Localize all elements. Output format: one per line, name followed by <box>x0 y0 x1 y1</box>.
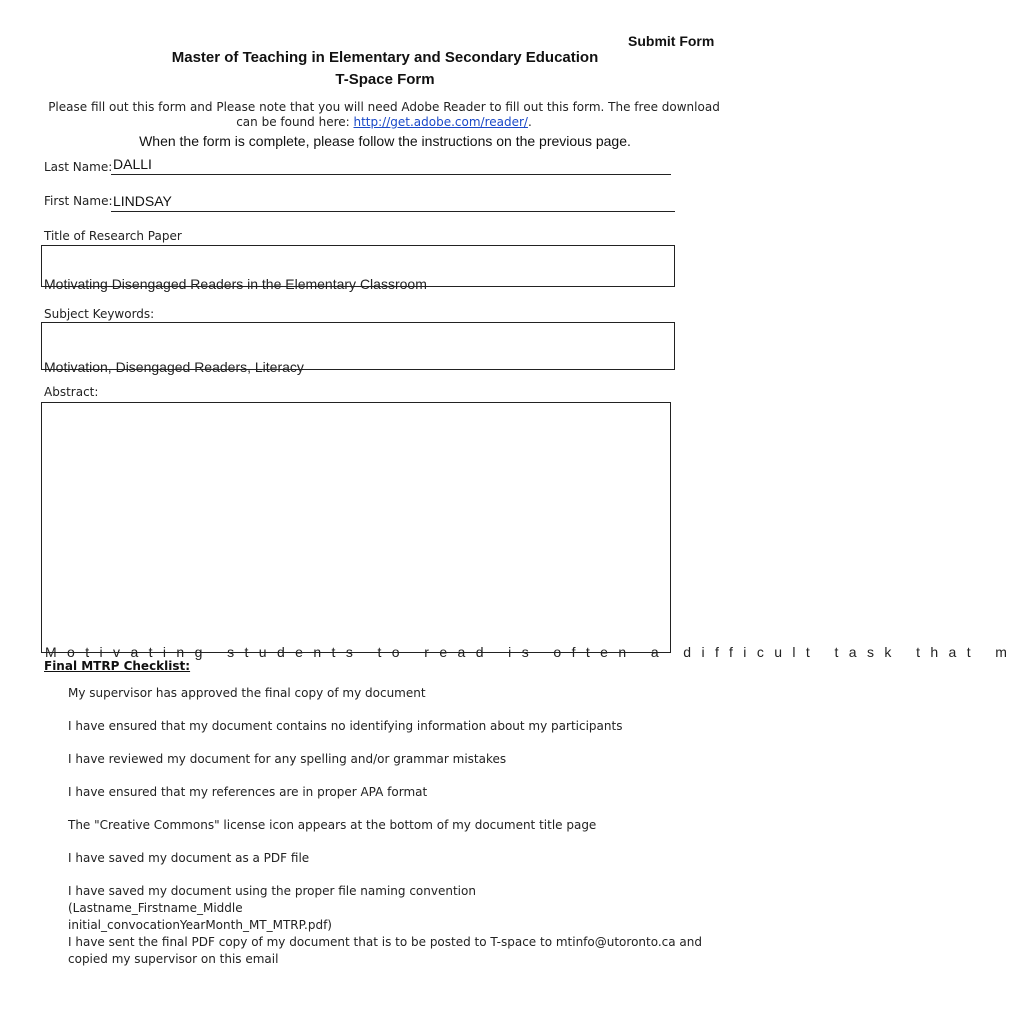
keywords-value: Motivation, Disengaged Readers, Literacy <box>44 359 304 375</box>
checklist-item: I have saved my document as a PDF file <box>68 851 310 865</box>
checklist-item: I have saved my document using the proper file naming convention (Lastname_Firstname_Middle initial_convocationYearMonth_MT_MTRP.pdf) <box>68 884 476 932</box>
checklist-title: Final MTRP Checklist: <box>44 659 191 673</box>
first-name-label: First Name: <box>44 194 113 208</box>
title-field[interactable] <box>41 245 675 292</box>
submit-form-button[interactable]: Submit Form <box>628 33 715 49</box>
title-label: Title of Research Paper <box>44 229 182 243</box>
form-subtitle: T-Space Form <box>335 71 435 88</box>
checklist-item: I have sent the final PDF copy of my document that is to be posted to T-space to mtinfo@utoronto.ca and copied my supervisor on this email <box>68 935 703 966</box>
checklist-item: I have ensured that my document contains no identifying information about my participants <box>68 719 623 733</box>
checklist-item: The "Creative Commons" license icon appears at the bottom of my document title page <box>68 818 597 832</box>
abstract-value: Motivating students to read is often a difficult task that m <box>45 644 1017 660</box>
title-value: Motivating Disengaged Readers in the Elementary Classroom <box>44 276 427 292</box>
keywords-field[interactable] <box>41 322 675 375</box>
keywords-label: Subject Keywords: <box>44 307 155 321</box>
completion-instruction: When the form is complete, please follow the instructions on the previous page. <box>139 133 631 149</box>
adobe-reader-link[interactable]: http://get.adobe.com/reader/ <box>353 115 528 129</box>
intro-text: Please fill out this form and Please note that you will need Adobe Reader to fill out this form. The free download can be found here: <box>48 100 720 129</box>
checklist-item: I have reviewed my document for any spelling and/or grammar mistakes <box>68 752 507 766</box>
first-name-field[interactable] <box>111 191 675 212</box>
checklist-item: My supervisor has approved the final copy of my document <box>68 686 426 700</box>
intro-paragraph <box>44 100 724 130</box>
abstract-label: Abstract: <box>44 385 99 399</box>
abstract-field[interactable] <box>41 402 1017 660</box>
last-name-field[interactable] <box>111 154 671 175</box>
intro-text-end: . <box>527 115 532 129</box>
checklist-item: I have ensured that my references are in proper APA format <box>68 785 428 799</box>
form-title: Master of Teaching in Elementary and Secondary Education <box>171 49 599 66</box>
last-name-label: Last Name: <box>44 160 113 174</box>
